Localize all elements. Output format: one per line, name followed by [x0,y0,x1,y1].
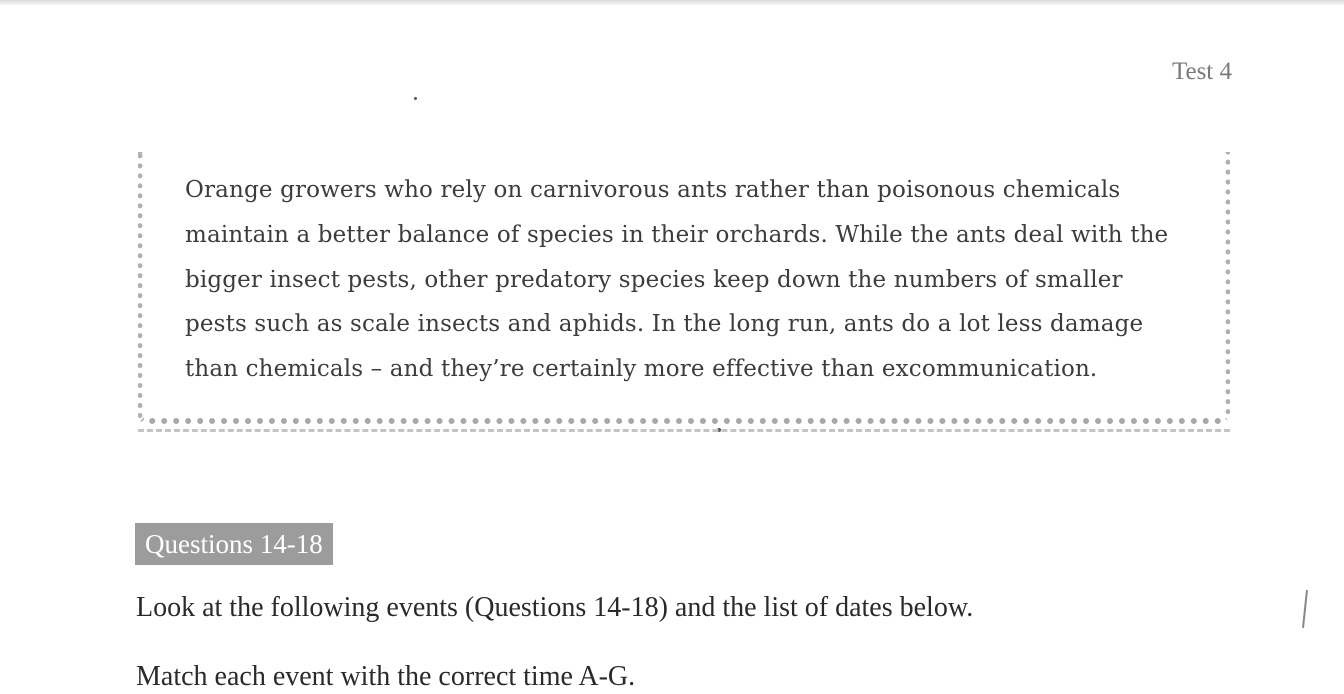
margin-pencil-mark [1302,590,1308,628]
test-header-label: Test 4 [1171,58,1232,85]
passage-line: pests such as scale insects and aphids. In the long run, ants do a lot less damage [185,311,1144,338]
passage-box [138,152,1230,424]
questions-instruction-partial: Match each event with the correct time A-G. [136,661,636,692]
passage-line: bigger insect pests, other predatory species keep down the numbers of smaller [185,266,1123,293]
questions-instruction: Look at the following events (Questions 14-18) and the list of dates below. [136,592,974,623]
page-top-edge [0,0,1344,6]
passage-line: maintain a better balance of species in their orchards. While the ants deal with the [185,221,1169,248]
passage-line: than chemicals – and they’re certainly more effective than excommunication. [185,356,1098,383]
questions-badge: Questions 14-18 [135,523,333,565]
passage-text [185,168,1195,392]
paper-speck [414,97,417,100]
passage-line: Orange growers who rely on carnivorous ants rather than poisonous chemicals [185,177,1121,203]
